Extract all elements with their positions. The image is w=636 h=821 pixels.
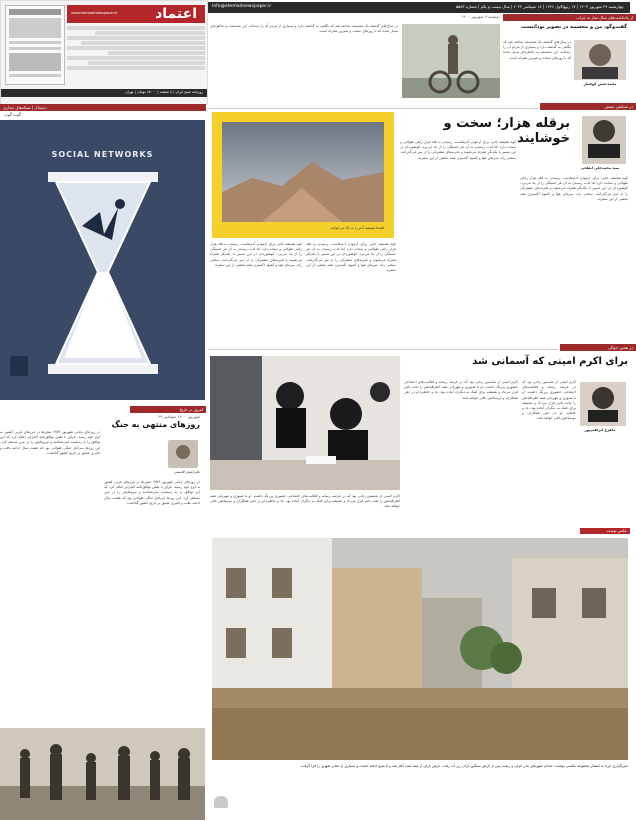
editorial-body-3: کوه همیشه جایی برای آزمودن آدم‌هاست. رسیدن به قله هزار راهی طولانی و سخت دارد اما لذت رسیدن به آن هر خستگی را از یاد می‌برد. کوهنوردان در این مسیر با یکدیگر همراه می‌شوند و تجربه‌های مشترکی را از سر می‌گذرانند. سختی راه، سرمای هوا و کمبود اکسیژن همه بخشی از این سفرند. <box>306 242 396 273</box>
story-author-photo <box>580 382 626 426</box>
heart-icon <box>214 796 228 808</box>
war-photo <box>0 728 205 820</box>
editorial-author-photo <box>582 116 626 164</box>
column-date: دوشنبه ۹ شهریور ۱۴۰۰ <box>461 14 500 19</box>
history-body-left: در روزهای پایانی شهریور ۱۳۵۹ تنش‌ها در مرزهای غربی کشور به اوج خود رسید. عراق با نقض توافق‌نامه الجزایر اعلام کرد که این توافق را به رسمیت نمی‌شناسد و نیروهایش را در مرز مستقر کرد. این روزها سرآغاز جنگی طولانی بود که هشت سال ادامه یافت و تاثیری عمیق بر تاریخ کشور گذاشت. <box>0 430 101 455</box>
mountain-photo <box>222 122 384 222</box>
story-body-2: اکرم امینی از نخستین زنانی بود که در عرصه رسانه و فعالیت‌های اجتماعی حضوری پررنگ داشت. او با صبوری و مهربانی همه اطرافیانش را تحت تاثیر قرار می‌داد و همیشه برای کمک به دیگران آماده بود. یاد و خاطره او در ذهن همکاران و دوستانش باقی خواهد ماند. <box>404 380 518 400</box>
history-title: روزهای منتهی به جنگ <box>111 420 200 429</box>
history-body-right: در روزهای پایانی شهریور ۱۳۵۹ تنش‌ها در مرزهای غربی کشور به اوج خود رسید. عراق با نقض توافق‌نامه الجزایر اعلام کرد که این توافق را به رسمیت نمی‌شناسد و نیروهایش را در مرز مستقر کرد. این روزها سرآغاز جنگی طولانی بود که هشت سال ادامه یافت و تاثیری عمیق بر تاریخ کشور گذاشت. <box>104 480 200 505</box>
poster-title: SOCIAL NETWORKS <box>51 150 154 159</box>
mountain-image <box>222 122 384 222</box>
masthead-box <box>0 0 208 105</box>
editorial-author: سید محمدعلی ابطحی <box>580 166 620 170</box>
editorial-body-4: کوه همیشه جایی برای آزمودن آدم‌هاست. رسیدن به قله هزار راهی طولانی و سخت دارد اما لذت رسیدن به آن هر خستگی را از یاد می‌برد. کوهنوردان در این مسیر با یکدیگر همراه می‌شوند و تجربه‌های مشترکی را از سر می‌گذرانند. سختی راه، سرمای هوا و کمبود اکسیژن همه بخشی از این سفرند. <box>210 242 302 267</box>
ad-subtitle: گوت گوت <box>4 112 21 117</box>
story-author: ماهرخ ابراهیم‌پور <box>584 428 616 432</box>
poster-signature <box>10 356 28 376</box>
social-networks-poster <box>0 120 205 400</box>
date-strip <box>208 2 630 13</box>
logo: اعتماد <box>155 6 197 22</box>
editorial-body-2: کوه همیشه جایی برای آزمودن آدم‌هاست. رسیدن به قله هزار راهی طولانی و سخت دارد اما لذت رسیدن به آن هر خستگی را از یاد می‌برد. کوهنوردان در این مسیر با یکدیگر همراه می‌شوند و تجربه‌های مشترکی را از سر می‌گذرانند. سختی راه، سرمای هوا و کمبود اکسیژن همه بخشی از این سفرند. <box>400 140 516 160</box>
top-left-text: در سال‌های گذشته یک مجسمه ساخته شد که نگاهی به گذشته دارد و بسیاری از مردم آن را دیده‌اند. این مجسمه به خاطره‌ای تبدیل شده که با روزهای سخت و شیرین همراه است. <box>503 40 571 60</box>
strip-text: روزنامه صبح ایران | ۸ صفحه | ۱۵۰۰۰ تومان | تهران <box>125 90 203 94</box>
date-line: چهارشنبه ۲۹ شهریور ۱۴۰۳ | ۱۷ ربیع‌الاول ۱۴۴۶ | ۱۸ سپتامبر ۲۰۲۴ | سال بیست و یکم | شماره ۵۵۸۳ <box>455 4 624 9</box>
ad-section-band: دیجیتال | شبکه‌های مجازی <box>0 104 206 111</box>
top-left-author-photo <box>574 40 626 80</box>
conference-image <box>210 356 400 490</box>
bicycle-figure-icon <box>402 24 500 98</box>
story-body-3: اکرم امینی از نخستین زنانی بود که در عرصه رسانه و فعالیت‌های اجتماعی حضوری پررنگ داشت. او با صبوری و مهربانی همه اطرافیانش را تحت تاثیر قرار می‌داد و همیشه برای کمک به دیگران آماده بود. یاد و خاطره او در ذهن همکاران و دوستانش باقی خواهد ماند. <box>210 494 400 509</box>
history-author-photo <box>168 440 198 468</box>
mountain-caption: قله‌ها همیشه آدم را به بالا می‌خوانند <box>330 226 384 230</box>
rain-caption: خیریگزاری ایرنا به انتشار مجموعه عکسی نوشت: خیابان شهرهای بندر انزلی و رشت پس از بارش سنگین باران زیر آب رفت. بارش باران از نیمه شب آغاز شد و تا صبح ادامه داشت و بسیاری از معابر شهری را فرا گرفت. <box>300 764 628 768</box>
editorial-headline: برقله هزار؛ سخت و خوشایند <box>443 116 570 146</box>
top-left-author: محمدحسن کوشیار <box>583 82 617 86</box>
masthead-credits <box>67 25 205 83</box>
flood-photo <box>212 538 628 760</box>
editorial-body-1: کوه همیشه جایی برای آزمودن آدم‌هاست. رسیدن به قله هزار راهی طولانی و سخت دارد اما لذت رسیدن به آن هر خستگی را از یاد می‌برد. کوهنوردان در این مسیر با یکدیگر همراه می‌شوند و تجربه‌های مشترکی را از سر می‌گذرانند. سختی راه، سرمای هوا و کمبود اکسیژن همه بخشی از این سفرند. <box>520 176 628 201</box>
editorial-section: در ستایش جنبش <box>540 103 636 110</box>
rain-section: عکس نوشت <box>580 528 630 534</box>
story-section: در همین حوالی <box>560 344 636 351</box>
statue-photo <box>402 24 500 98</box>
history-date: ۲۹ شهریور ۱۴۰۰ سپتامبر <box>158 414 200 419</box>
story-body-1: اکرم امینی از نخستین زنانی بود که در عرصه رسانه و فعالیت‌های اجتماعی حضوری پررنگ داشت. او با صبوری و مهربانی همه اطرافیانش را تحت تاثیر قرار می‌داد و همیشه برای کمک به دیگران آماده بود. یاد و خاطره او در ذهن همکاران و دوستانش باقی خواهد ماند. <box>522 380 576 421</box>
masthead-footer-strip <box>1 89 207 97</box>
flood-image <box>212 538 628 760</box>
story-headline: برای اکرم امینی که آسمانی شد <box>472 356 628 367</box>
hourglass-icon <box>42 168 164 378</box>
soldiers-image <box>0 728 205 820</box>
story-rule <box>208 349 558 350</box>
editorial-rule <box>208 108 538 109</box>
site-url[interactable]: www.etemadnewspaper.ir <box>71 11 118 15</box>
mountain-photo-frame <box>212 112 394 238</box>
history-band: امروز در تاریخ <box>130 406 206 413</box>
statue-text: در سال‌های گذشته یک مجسمه ساخته شد که نگاهی به گذشته دارد و بسیاری از مردم آن را دیده‌اند. این مجسمه به خاطره‌ای تبدیل شده که با روزهای سخت و شیرین همراه است. <box>210 24 398 34</box>
history-author: علی‌اصغر قاسمی <box>173 470 200 474</box>
newspaper-thumbnail <box>5 5 65 85</box>
email-link[interactable]: Info@etemadnewspaper.ir <box>212 4 272 9</box>
top-left-title: گفت‌وگو، من و مجسمه در تصویر بودائیست <box>520 24 627 30</box>
conference-photo <box>210 356 400 490</box>
top-left-heading: از یادداشت‌های سال ساز به جرات <box>503 14 636 21</box>
logo-bar <box>67 5 205 23</box>
